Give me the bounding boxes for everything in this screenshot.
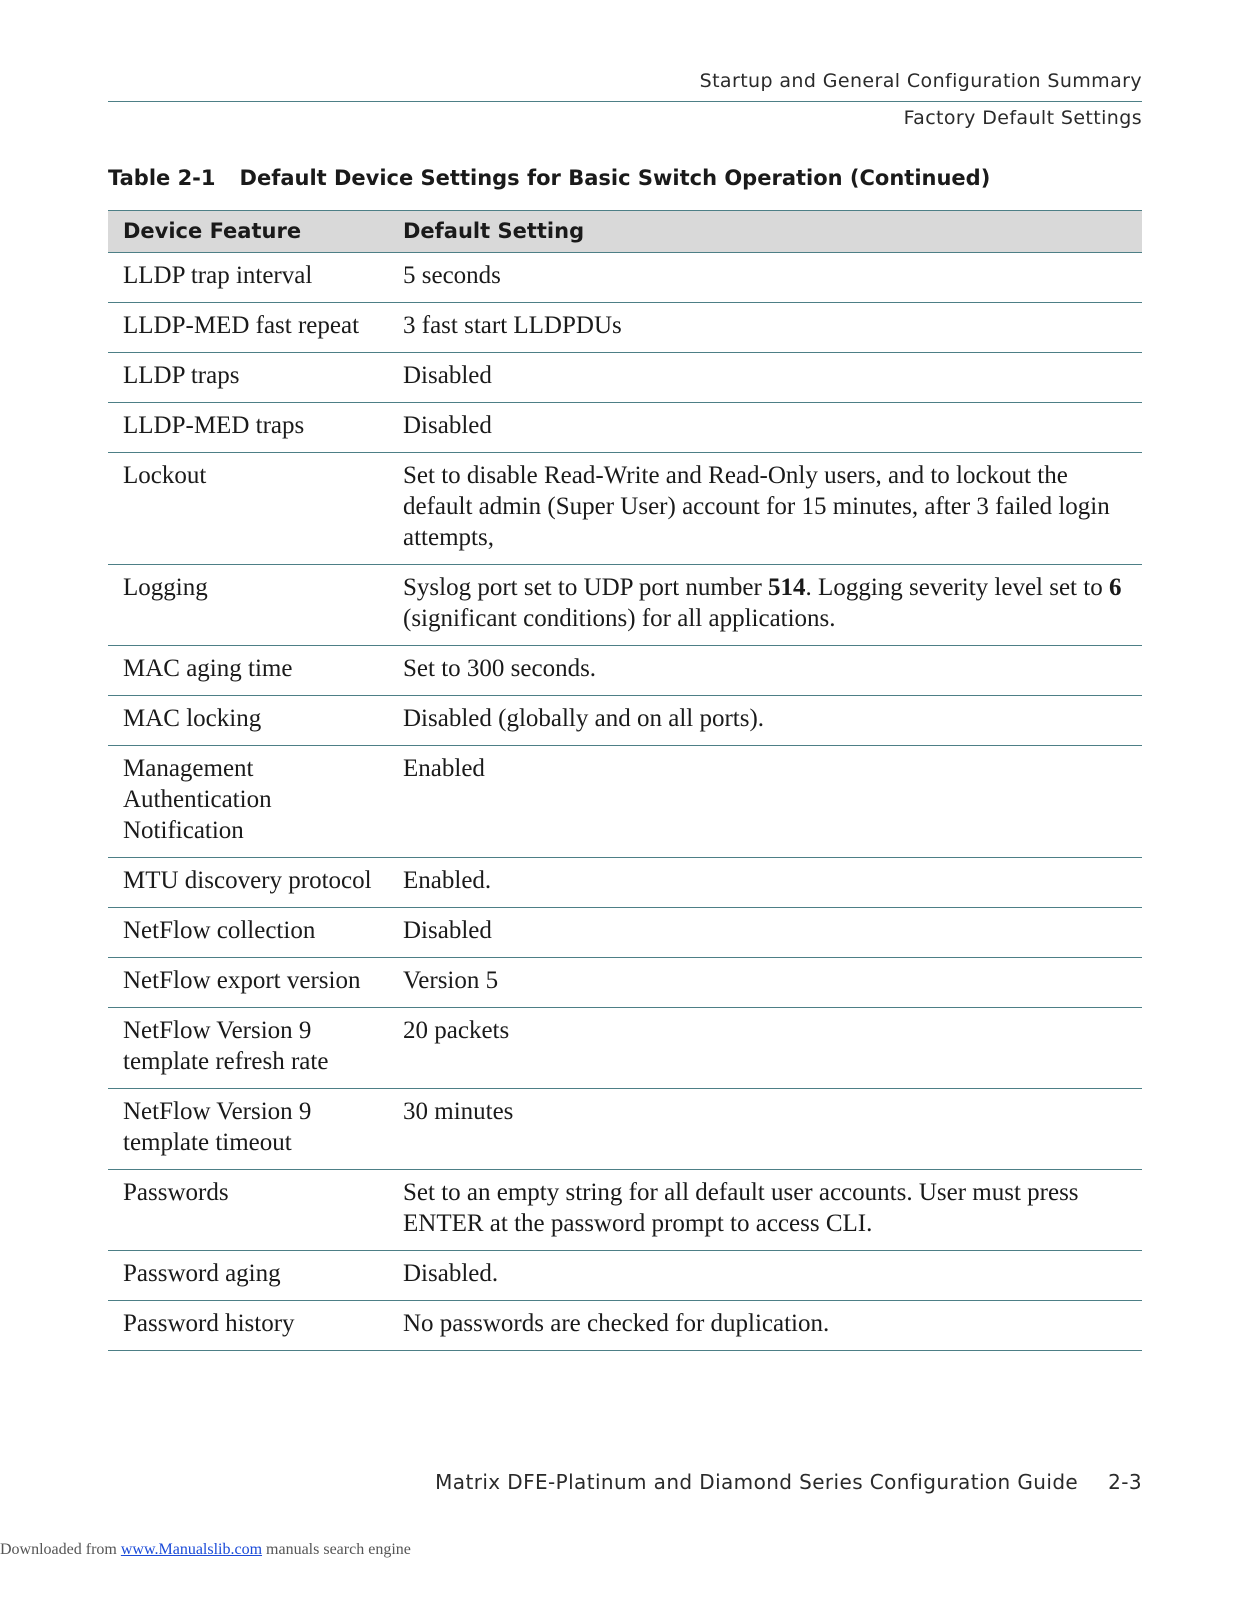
feature-cell: MAC aging time xyxy=(108,646,388,696)
setting-cell: Set to an empty string for all default user accounts. User must press ENTER at the password prompt to access CLI. xyxy=(388,1170,1142,1251)
feature-cell: LLDP trap interval xyxy=(108,253,388,303)
feature-cell: Management Authentication Notification xyxy=(108,746,388,858)
feature-cell: NetFlow Version 9 template refresh rate xyxy=(108,1008,388,1089)
setting-cell: 30 minutes xyxy=(388,1089,1142,1170)
feature-cell: NetFlow collection xyxy=(108,908,388,958)
setting-value-emphasis: 514 xyxy=(768,574,806,601)
setting-cell: Disabled xyxy=(388,353,1142,403)
setting-text: Syslog port set to UDP port number xyxy=(403,574,769,601)
setting-cell: 20 packets xyxy=(388,1008,1142,1089)
table-row xyxy=(108,696,1142,746)
column-header-feature: Device Feature xyxy=(108,211,388,253)
setting-cell: Disabled. xyxy=(388,1251,1142,1301)
table-row xyxy=(108,303,1142,353)
setting-cell: Disabled xyxy=(388,908,1142,958)
setting-cell: 5 seconds xyxy=(388,253,1142,303)
table-header-row xyxy=(108,211,1142,253)
table-caption-title: Default Device Settings for Basic Switch Operation (Continued) xyxy=(239,166,991,190)
feature-cell: LLDP traps xyxy=(108,353,388,403)
setting-cell: Version 5 xyxy=(388,958,1142,1008)
table-row xyxy=(108,1008,1142,1089)
table-row xyxy=(108,908,1142,958)
setting-cell: Enabled. xyxy=(388,858,1142,908)
table-row xyxy=(108,1301,1142,1351)
table-row xyxy=(108,958,1142,1008)
header-rule xyxy=(108,101,1142,102)
download-note xyxy=(0,1541,411,1559)
table-row xyxy=(108,646,1142,696)
table-row xyxy=(108,746,1142,858)
download-note-suffix: manuals search engine xyxy=(262,1541,411,1558)
setting-cell xyxy=(388,565,1142,646)
feature-cell: NetFlow Version 9 template timeout xyxy=(108,1089,388,1170)
setting-text: (significant conditions) for all applications. xyxy=(403,605,836,632)
default-settings-table xyxy=(108,210,1142,1351)
table-row xyxy=(108,453,1142,565)
column-header-setting: Default Setting xyxy=(388,211,1142,253)
table-row xyxy=(108,253,1142,303)
feature-cell: Logging xyxy=(108,565,388,646)
page-number: 2-3 xyxy=(1108,1470,1142,1494)
setting-cell: Enabled xyxy=(388,746,1142,858)
table-row xyxy=(108,858,1142,908)
feature-cell: LLDP-MED fast repeat xyxy=(108,303,388,353)
running-header-section: Startup and General Configuration Summary xyxy=(699,70,1142,92)
feature-cell: NetFlow export version xyxy=(108,958,388,1008)
setting-value-emphasis: 6 xyxy=(1108,574,1122,601)
setting-cell: Disabled xyxy=(388,403,1142,453)
feature-cell: Password history xyxy=(108,1301,388,1351)
setting-cell: Set to disable Read-Write and Read-Only users, and to lockout the default admin (Super User) account for 15 minutes, after 3 failed login attempts, xyxy=(388,453,1142,565)
feature-cell: Passwords xyxy=(108,1170,388,1251)
table-caption-number: Table 2-1 xyxy=(108,166,216,190)
table-row xyxy=(108,1170,1142,1251)
feature-cell: MAC locking xyxy=(108,696,388,746)
footer-guide-title: Matrix DFE-Platinum and Diamond Series Configuration Guide xyxy=(435,1470,1079,1494)
setting-text: . Logging severity level set to xyxy=(805,574,1109,601)
setting-cell: 3 fast start LLDPDUs xyxy=(388,303,1142,353)
table-row xyxy=(108,403,1142,453)
download-note-prefix: Downloaded from xyxy=(0,1541,121,1558)
feature-cell: LLDP-MED traps xyxy=(108,403,388,453)
table-row xyxy=(108,353,1142,403)
table-row xyxy=(108,1089,1142,1170)
table-row xyxy=(108,1251,1142,1301)
page-footer xyxy=(435,1470,1142,1494)
feature-cell: MTU discovery protocol xyxy=(108,858,388,908)
running-header-subsection: Factory Default Settings xyxy=(903,107,1142,129)
table-row xyxy=(108,565,1142,646)
table-body xyxy=(108,253,1142,1351)
table-caption xyxy=(108,166,990,190)
setting-cell: Set to 300 seconds. xyxy=(388,646,1142,696)
setting-cell: Disabled (globally and on all ports). xyxy=(388,696,1142,746)
feature-cell: Password aging xyxy=(108,1251,388,1301)
manualslib-link[interactable]: www.Manualslib.com xyxy=(120,1541,263,1558)
feature-cell: Lockout xyxy=(108,453,388,565)
setting-cell: No passwords are checked for duplication. xyxy=(388,1301,1142,1351)
